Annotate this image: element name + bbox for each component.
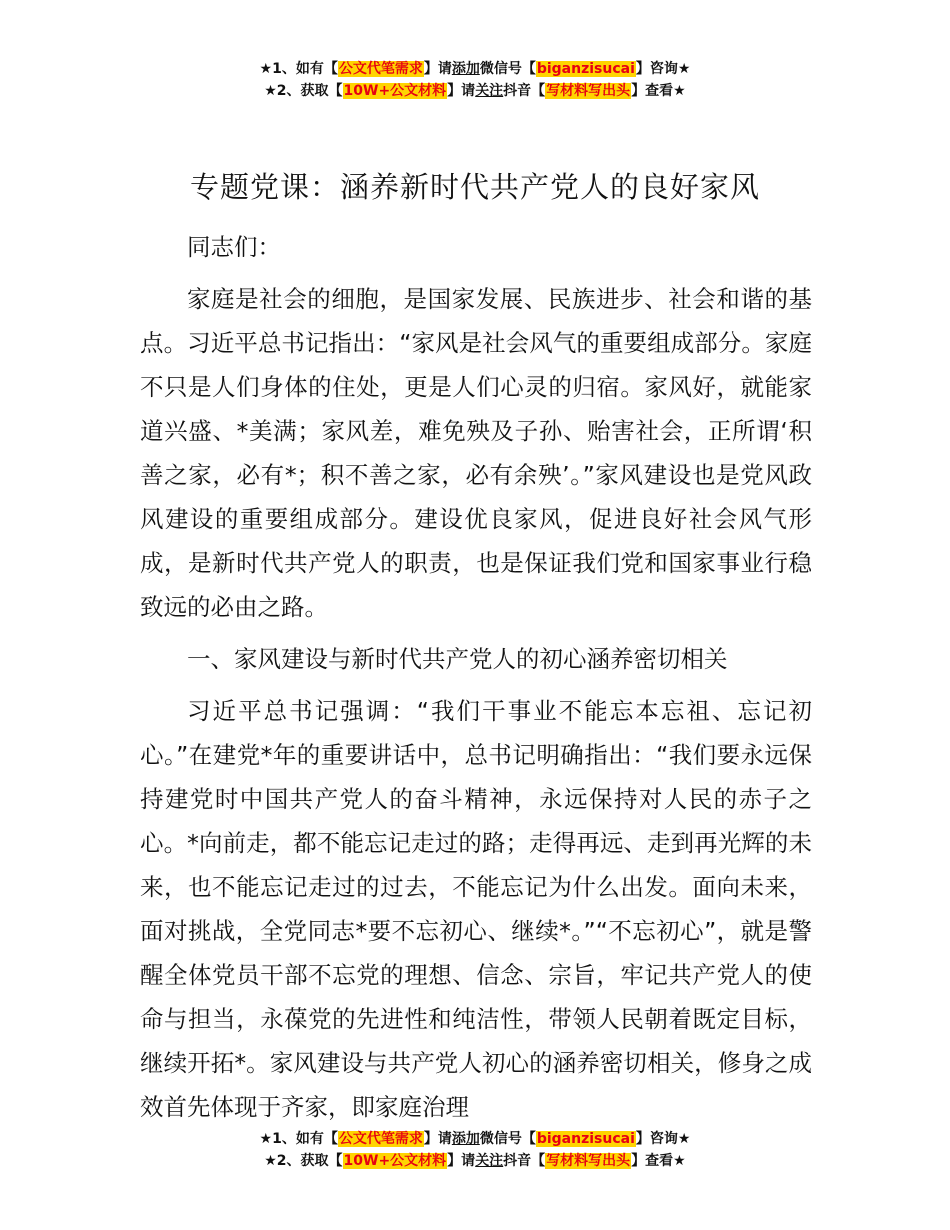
bottom-promo-banner: [0, 1128, 950, 1172]
promo-emphasis: 关注: [475, 83, 504, 99]
promo-highlight: biganzisucai: [536, 1131, 635, 1147]
promo-text: 】查看★: [631, 83, 686, 99]
promo-highlight: 公文代笔需求: [338, 1131, 423, 1147]
promo-line-1: [0, 58, 950, 80]
promo-highlight: 写材料写出头: [546, 1153, 631, 1169]
body-paragraph: 家庭是社会的细胞，是国家发展、民族进步、社会和谐的基点。习近平总书记指出：“家风是社会风气的重要组成部分。家庭不只是人们身体的住处，更是人们心灵的归宿。家风好，就能家道兴盛、*美满；家风差，难免殃及子孙、贻害社会，正所谓‘积善之家，必有*；积不善之家，必有余殃’。”家风建设也是党风政风建设的重要组成部分。建设优良家风，促进良好社会风气形成，是新时代共产党人的职责，也是保证我们党和国家事业行稳致远的必由之路。: [140, 285, 812, 621]
promo-text: 】请: [447, 83, 476, 99]
top-promo-banner: [0, 58, 950, 102]
promo-text: 】请: [447, 1153, 476, 1169]
promo-highlight: biganzisucai: [536, 61, 635, 77]
document-title: 专题党课：涵养新时代共产党人的良好家风: [189, 170, 760, 204]
document-body: [140, 225, 812, 1137]
promo-line-2: [0, 80, 950, 102]
section-heading: 一、家风建设与新时代共产党人的初心涵养密切相关: [187, 645, 728, 673]
promo-text: 】咨询★: [635, 1131, 691, 1147]
promo-text: ★2、获取【: [264, 83, 343, 99]
promo-text: 抖音【: [503, 1153, 546, 1169]
promo-text: 】咨询★: [635, 61, 691, 77]
promo-text: 】请: [423, 61, 452, 77]
promo-highlight: 公文代笔需求: [338, 61, 423, 77]
promo-highlight: 10W+公文材料: [343, 1153, 447, 1169]
promo-emphasis: 添加: [451, 1131, 480, 1147]
promo-line-2: [0, 1150, 950, 1172]
promo-emphasis: 添加: [451, 61, 480, 77]
promo-line-1: [0, 1128, 950, 1150]
promo-text: 】查看★: [631, 1153, 686, 1169]
promo-text: 微信号【: [479, 1131, 536, 1147]
promo-text: ★2、获取【: [264, 1153, 343, 1169]
promo-text: 微信号【: [479, 61, 536, 77]
promo-text: ★1、如有【: [259, 1131, 338, 1147]
promo-text: ★1、如有【: [259, 61, 338, 77]
promo-text: 】请: [423, 1131, 452, 1147]
promo-emphasis: 关注: [475, 1153, 504, 1169]
body-paragraph: 习近平总书记强调：“我们干事业不能忘本忘祖、忘记初心。”在建党*年的重要讲话中，总书记明确指出：“我们要永远保持建党时中国共产党人的奋斗精神，永远保持对人民的赤子之心。*向前走，都不能忘记走过的路；走得再远、走到再光辉的未来，也不能忘记走过的过去，不能忘记为什么出发。面向未来，面对挑战，全党同志*要不忘初心、继续*。”“不忘初心”，就是警醒全体党员干部不忘党的理想、信念、宗旨，牢记共产党人的使命与担当，永葆党的先进性和纯洁性，带领人民朝着既定目标，继续开拓*。家风建设与共产党人初心的涵养密切相关，修身之成效首先体现于齐家，即家庭治理: [140, 697, 812, 1121]
promo-highlight: 10W+公文材料: [343, 83, 447, 99]
salutation: 同志们：: [187, 233, 281, 261]
promo-highlight: 写材料写出头: [546, 83, 631, 99]
promo-text: 抖音【: [503, 83, 546, 99]
